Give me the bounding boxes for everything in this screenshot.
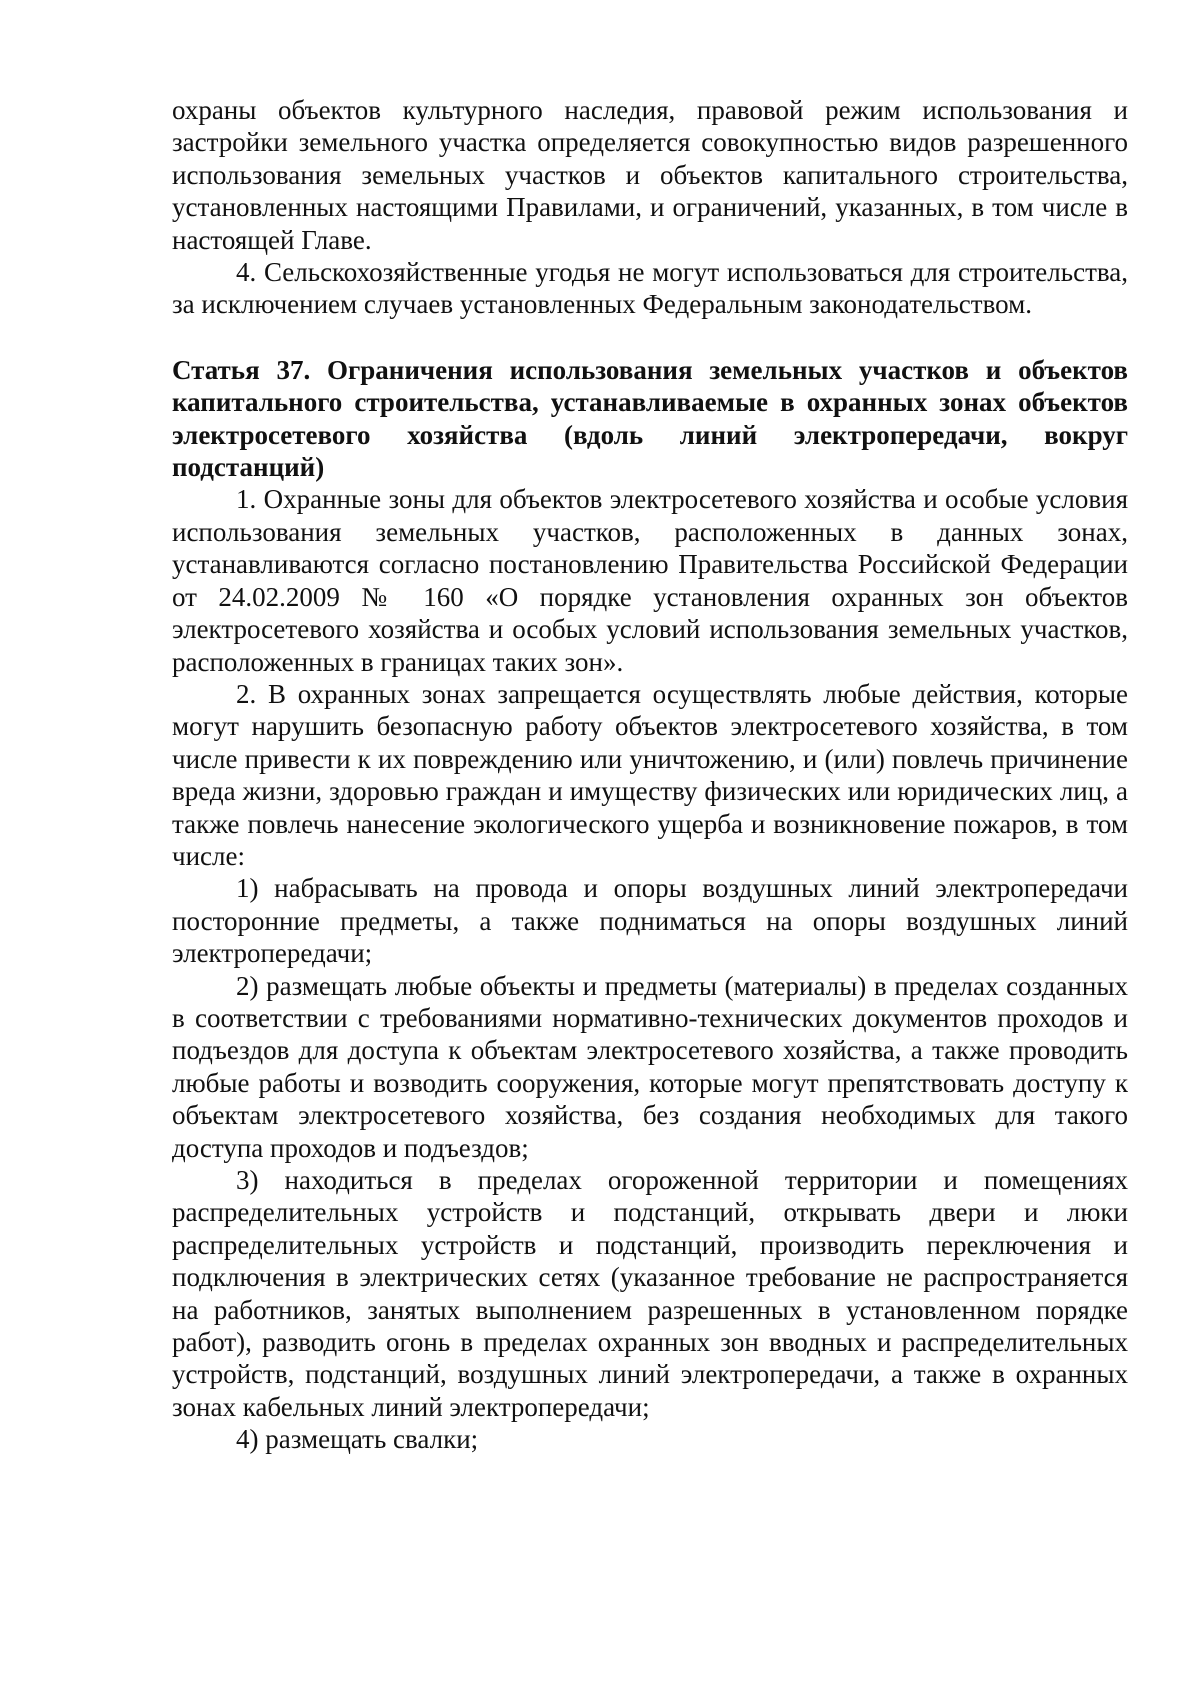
- list-item-2: 2) размещать любые объекты и предметы (материалы) в пределах созданных в соответствии с требованиями нормативно-технических документов проходов и подъездов для доступа к объектам электросетевого хозяйства, а также проводить любые работы и возводить сооружения, которые могут препятствовать доступу к объектам электросетевого хозяйства, без создания необходимых для такого доступа проходов и подъездов;: [172, 970, 1128, 1163]
- article-paragraph-2: 2. В охранных зонах запрещается осуществлять любые действия, которые могут нарушить безопасную работу объектов электросетевого хозяйства, в том числе привести к их повреждению или уничтожению, и (или) повлечь причинение вреда жизни, здоровью граждан и имуществу физических или юридических лиц, а также повлечь нанесение экологического ущерба и возникновение пожаров, в том числе:: [172, 678, 1128, 871]
- paragraph-continuation: охраны объектов культурного наследия, правовой режим использования и застройки земельного участка определяется совокупностью видов разрешенного использования земельных участков и объектов капитального строительства, установленных настоящими Правилами, и ограничений, указанных, в том числе в настоящей Главе.: [172, 95, 1128, 255]
- list-item-1: 1) набрасывать на провода и опоры воздушных линий электропередачи посторонние предметы, а также подниматься на опоры воздушных линий электропередачи;: [172, 873, 1128, 969]
- list-item-4: 4) размещать свалки;: [236, 1424, 479, 1455]
- paragraph-item-4: 4. Сельскохозяйственные угодья не могут использоваться для строительства, за исключением случаев установленных Федеральным законодательством.: [172, 257, 1128, 320]
- list-item-3: 3) находиться в пределах огороженной территории и помещениях распределительных устройств и подстанций, открывать двери и люки распределительных устройств и подстанций, производить переключения и подключения в электрических сетях (указанное требование не распространяется на работников, занятых выполнением разрешенных в установленном порядке работ), разводить огонь в пределах охранных зон вводных и распределительных устройств, подстанций, воздушных линий электропередачи, а также в охранных зонах кабельных линий электропередачи;: [172, 1165, 1128, 1422]
- article-paragraph-1: 1. Охранные зоны для объектов электросетевого хозяйства и особые условия использования земельных участков, расположенных в данных зонах, устанавливаются согласно постановлению Правительства Российской Федерации от 24.02.2009 № 160 «О порядке установления охранных зон объектов электросетевого хозяйства и особых условий использования земельных участков, расположенных в границах таких зон».: [172, 484, 1128, 677]
- document-page: [172, 94, 1128, 1456]
- article-heading: Статья 37. Ограничения использования земельных участков и объектов капитального строительства, устанавливаемые в охранных зонах объектов электросетевого хозяйства (вдоль линий электропередачи, вокруг подстанций): [172, 354, 1128, 483]
